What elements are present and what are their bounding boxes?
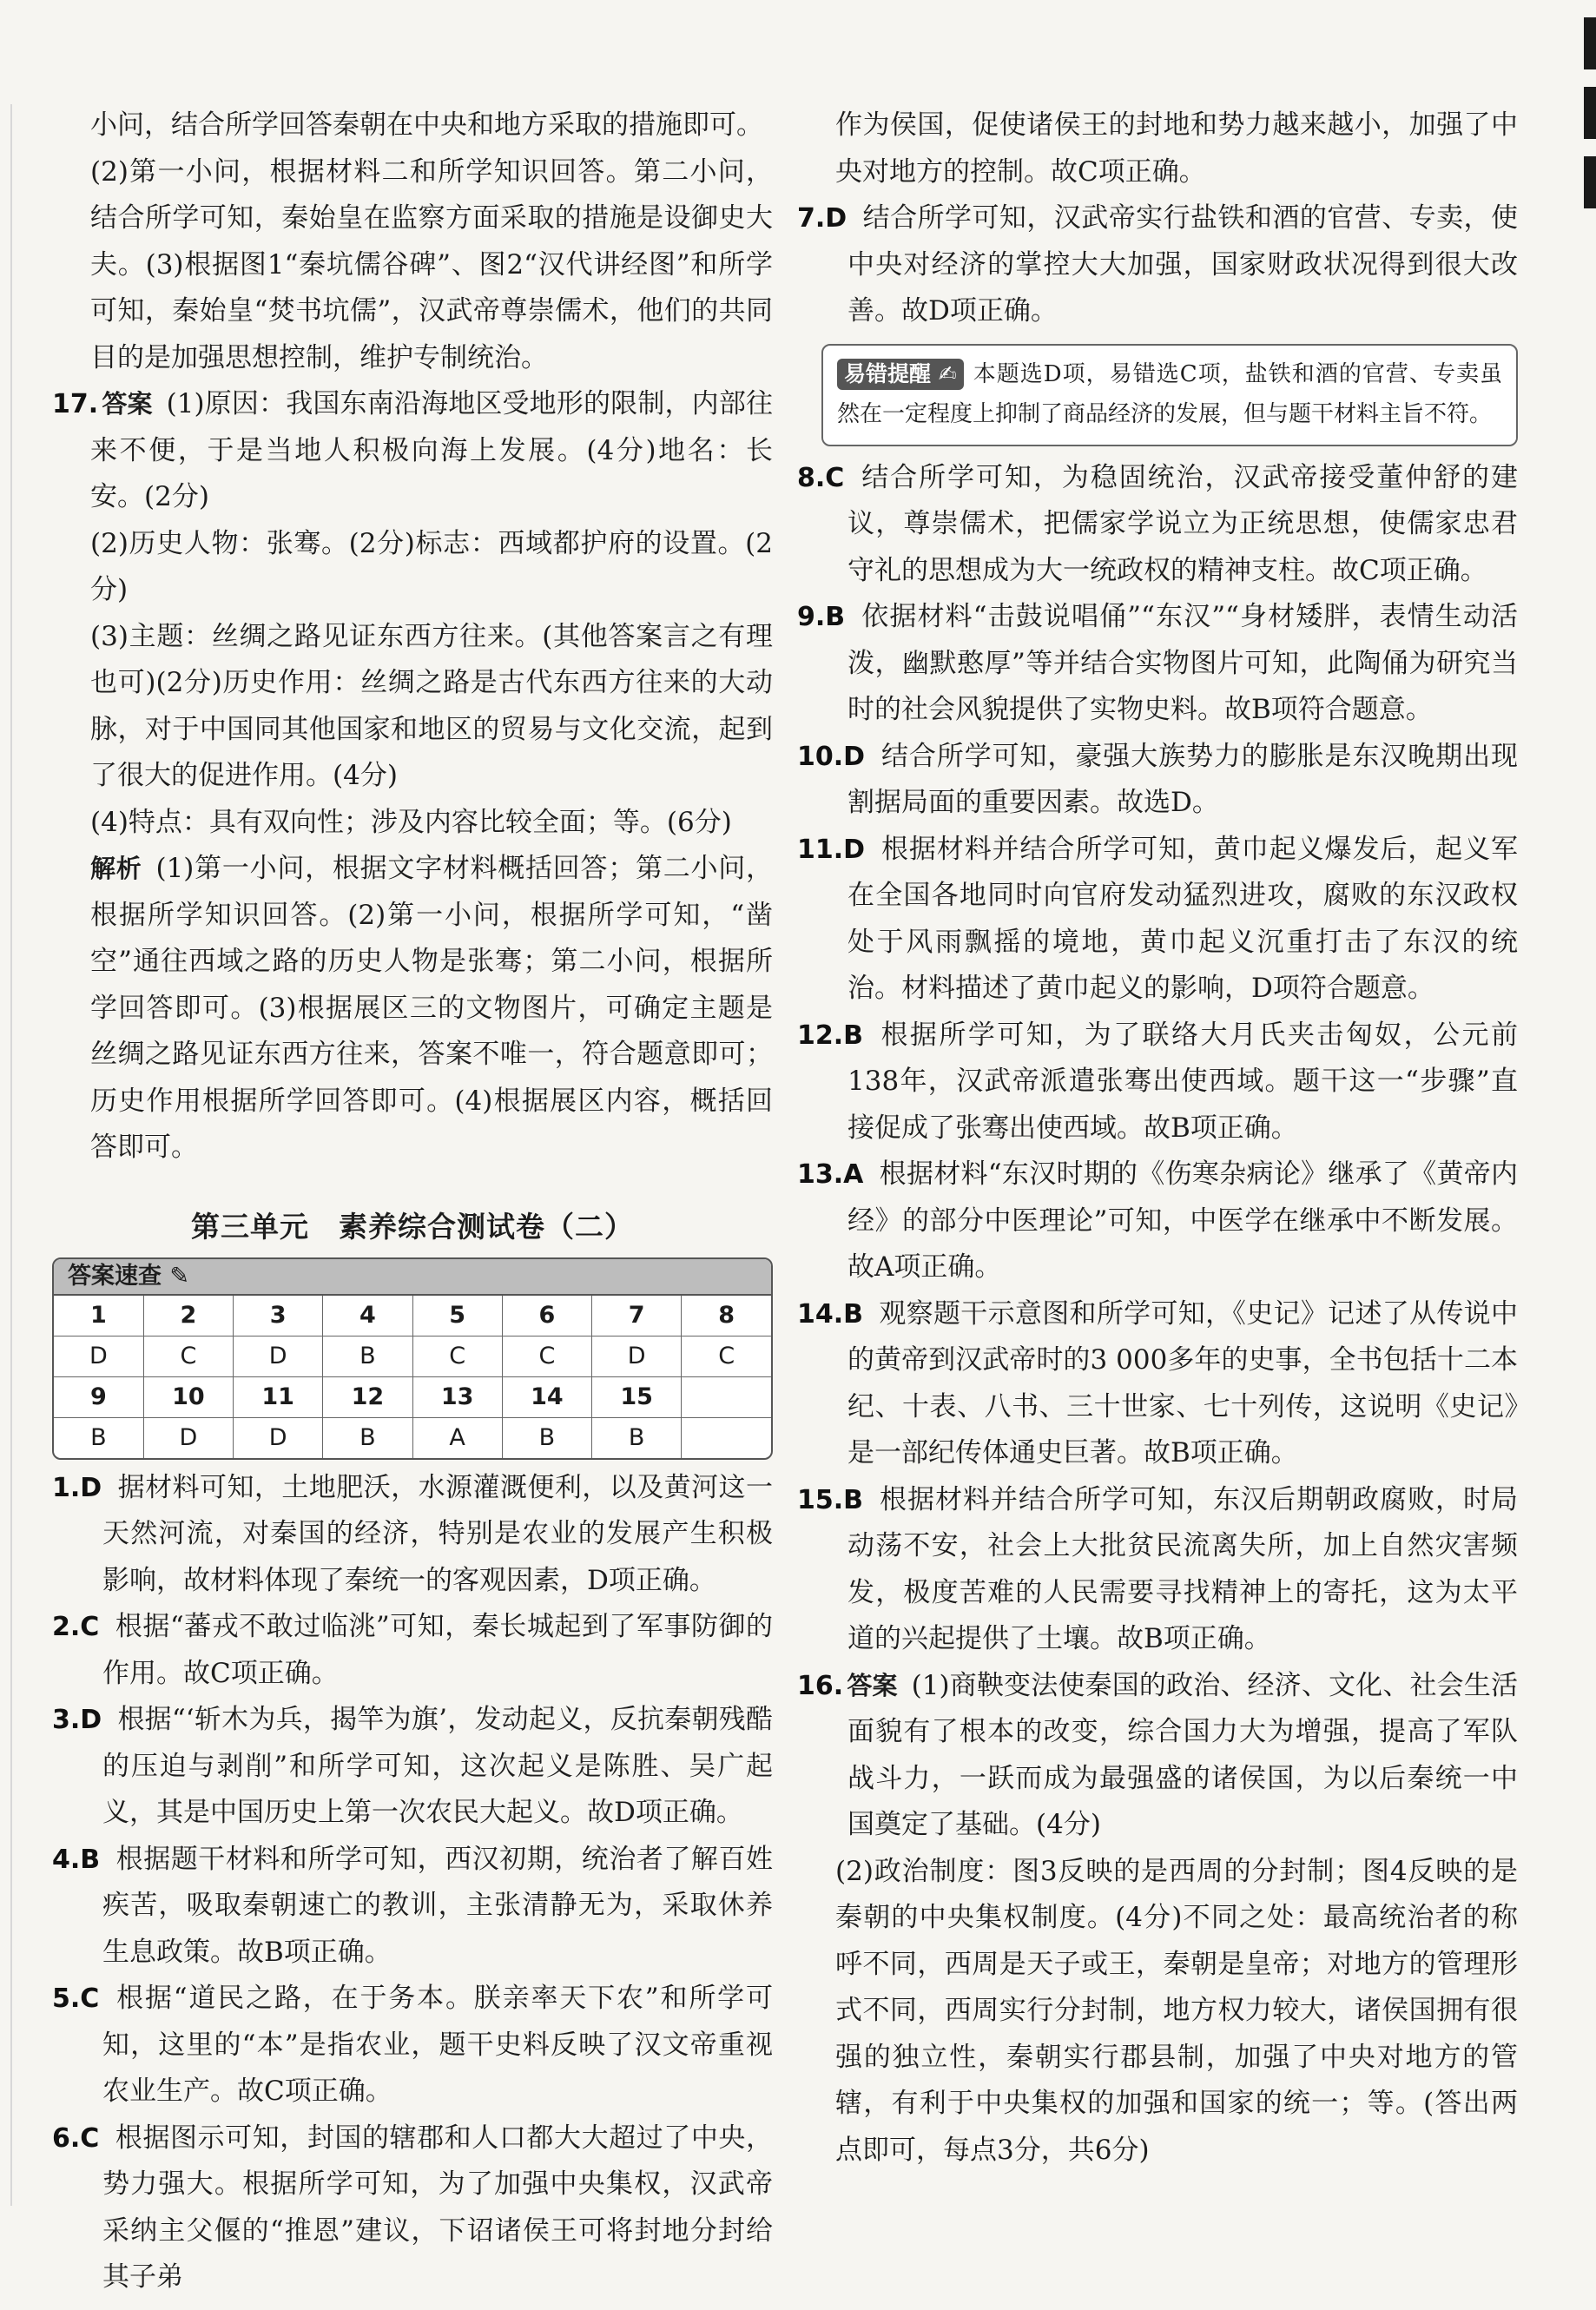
table-cell: 4 (323, 1296, 412, 1336)
table-cell: 7 (592, 1296, 682, 1336)
item-number: 10.D (797, 741, 866, 772)
question-16 (797, 1663, 1518, 2175)
table-cell: A (412, 1417, 502, 1458)
table-cell: 9 (54, 1376, 143, 1417)
table-cell: 12 (323, 1376, 412, 1417)
question-item (797, 734, 1518, 827)
tip-text: 本题选D项，易错选C项，盐铁和酒的官营、专卖虽然在一定程度上抑制了商品经济的发展，但与题干材料主旨不符。 (837, 360, 1502, 427)
q17-p2: (2)历史人物：张骞。(2分)标志：西域都护府的设置。(2分) (90, 527, 773, 605)
q17-analysis-text: (1)第一小问，根据文字材料概括回答；第二小问，根据所学知识回答。(2)第一小问，根据所学可知，“凿空”通往西域之路的历史人物是张骞；第二小问，根据所学回答即可。(3)根据展区三的文物图片，可确定主题是丝绸之路见证东西方往来，答案不唯一，符合题意即可；历史作用根据所学回答即可。(4)根据展区内容，概括回答即可。 (90, 853, 773, 1163)
table-cell: 1 (54, 1296, 143, 1336)
table-cell: C (502, 1336, 591, 1376)
item-text: 根据材料并结合所学可知，东汉后期朝政腐败，时局动荡不安，社会上大批贫民流离失所，加上自然灾害频发，极度苦难的人民需要寻找精神上的寄托，这为太平道的兴起提供了土壤。故B项正确。 (847, 1483, 1518, 1654)
table-cell: B (502, 1417, 591, 1458)
left-items (52, 1465, 773, 2301)
question-item (52, 1837, 773, 1977)
table-cell: C (412, 1336, 502, 1376)
tip-tag-text: 易错提醒 (844, 360, 932, 386)
table-cell: B (323, 1336, 412, 1376)
item-text: 根据“蕃戎不敢过临洮”可知，秦长城起到了军事防御的作用。故C项正确。 (102, 1611, 773, 1689)
question-item (797, 827, 1518, 1013)
question-item (797, 1477, 1518, 1663)
item-text: 结合所学可知，豪强大族势力的膨胀是东汉晚期出现割据局面的重要因素。故选D。 (847, 740, 1518, 818)
item-number: 12.B (797, 1020, 864, 1051)
table-cell: D (143, 1417, 233, 1458)
edge-mark (1584, 17, 1596, 69)
intro-paragraph: (2)第一小问，根据材料二和所学知识回答。第二小问，结合所学可知，秦始皇在监察方面采取的措施是设御史大夫。(3)根据图1“秦坑儒谷碑”、图2“汉代讲经图”和所学可知，秦始皇“焚书坑儒”，汉武帝尊崇儒术，他们的共同目的是加强思想控制，维护专制统治。 (90, 155, 773, 373)
margin-rule (10, 104, 12, 2206)
q16-p2: (2)政治制度：图3反映的是西周的分封制；图4反映的是秦朝的中央集权制度。(4分)不同之处：最高统治者的称呼不同，西周是天子或王，秦朝是皇帝；对地方的管理形式不同，西周实行分封制，地方权力较大，诸侯国拥有很强的独立性，秦朝实行郡县制，加强了中央对地方的管辖，有利于中央集权的加强和国家的统一；等。(答出两点即可，每点3分，共6分) (835, 1855, 1518, 2166)
item-text: 根据“道民之路，在于务本。朕亲率天下农”和所学可知，这里的“本”是指农业，题干史料反映了汉文帝重视农业生产。故C项正确。 (102, 1983, 773, 2107)
table-cell: B (592, 1417, 682, 1458)
question-item (797, 594, 1518, 734)
answer-quick-check-table (52, 1257, 773, 1460)
table-cell: 3 (234, 1296, 323, 1336)
question-item (52, 1976, 773, 2115)
table-cell: 2 (143, 1296, 233, 1336)
right-items (797, 455, 1518, 1663)
table-cell: D (592, 1336, 682, 1376)
continued-text: 作为侯国，促使诸侯王的封地和势力越来越小，加强了中央对地方的控制。故C项正确。 (835, 109, 1518, 188)
answer-table-title-text: 答案速查 (68, 1262, 162, 1290)
q17-analysis (52, 846, 773, 1172)
tip-tag (837, 359, 964, 390)
edge-mark (1584, 156, 1596, 208)
question-item (797, 195, 1518, 335)
table-cell: C (143, 1336, 233, 1376)
q16-answer-label: 答案 (847, 1670, 898, 1700)
item-number: 15.B (797, 1484, 864, 1515)
question-item (52, 1697, 773, 1837)
right-column (797, 102, 1518, 2174)
edge-mark (1584, 87, 1596, 139)
q17-answer (52, 381, 773, 521)
q17-answer-label: 答案 (102, 389, 153, 419)
table-row-answers-1 (54, 1336, 771, 1376)
item-number: 9.B (797, 602, 846, 632)
error-tip-box (821, 344, 1518, 446)
left-column (52, 102, 773, 2301)
table-row-numbers-1 (54, 1296, 771, 1336)
answer-table-title (54, 1259, 771, 1296)
item-number: 13.A (797, 1159, 864, 1190)
item-number: 4.B (52, 1844, 101, 1875)
item-number: 3.D (52, 1705, 102, 1735)
item-text: 根据图示可知，封国的辖郡和人口都大大超过了中央，势力强大。根据所学可知，为了加强中央集权，汉武帝采纳主父偃的“推恩”建议，下诏诸侯王可将封地分封给其子弟 (102, 2122, 773, 2293)
item-text: 根据所学可知，为了联络大月氏夹击匈奴，公元前138年，汉武帝派遣张骞出使西域。题干这一“步骤”直接促成了张骞出使西域。故B项正确。 (847, 1019, 1518, 1144)
q17-analysis-label: 解析 (90, 854, 142, 883)
speech-bubble-icon: ✍ (938, 360, 957, 386)
question-item (797, 1013, 1518, 1152)
item-text: 根据材料并结合所学可知，黄巾起义爆发后，起义军在全国各地同时向官府发动猛烈进攻，腐败的东汉政权处于风雨飘摇的境地，黄巾起义沉重打击了东汉的统治。材料描述了黄巾起义的影响，D项符合题意。 (847, 833, 1518, 1004)
item-number: 1.D (52, 1472, 102, 1503)
q16-answer (797, 1663, 1518, 1849)
pencil-icon: ✎ (169, 1262, 190, 1290)
intro-line: 小问，结合所学回答秦朝在中央和地方采取的措施即可。 (90, 109, 763, 141)
item-number: 11.D (797, 834, 866, 865)
q17-number: 17. (52, 389, 99, 419)
item-number: 14.B (797, 1298, 864, 1330)
table-row-answers-2 (54, 1417, 771, 1458)
table-cell (682, 1417, 771, 1458)
item-number: 7.D (797, 203, 847, 234)
item-text: 根据题干材料和所学可知，西汉初期，统治者了解百姓疾苦，吸取秦朝速亡的教训，主张清静无为，采取休养生息政策。故B项正确。 (102, 1843, 773, 1968)
item-text: 依据材料“击鼓说唱俑”“东汉”“身材矮胖，表情生动活泼，幽默憨厚”等并结合实物图片可知，此陶俑为研究当时的社会风貌提供了实物史料。故B项符合题意。 (847, 601, 1518, 725)
table-cell: D (54, 1336, 143, 1376)
table-cell (682, 1376, 771, 1417)
q17-p4: (4)特点：具有双向性；涉及内容比较全面；等。(6分) (90, 806, 732, 838)
table-cell: 15 (592, 1376, 682, 1417)
table-cell: 6 (502, 1296, 591, 1336)
item-text: 据材料可知，土地肥沃，水源灌溉便利，以及黄河这一天然河流，对秦国的经济，特别是农业的发展产生积极影响，故材料体现了秦统一的客观因素，D项正确。 (102, 1471, 773, 1596)
table-cell: 5 (412, 1296, 502, 1336)
question-item (797, 1152, 1518, 1291)
table-cell: D (234, 1336, 323, 1376)
item-number: 8.C (797, 462, 845, 493)
q16-p1: (1)商鞅变法使秦国的政治、经济、文化、社会生活面貌有了根本的改变，综合国力大为增强，提高了军队战斗力，一跃而成为最强盛的诸侯国，为以后秦统一中国奠定了基础。(4分) (847, 1669, 1518, 1840)
item-text: 结合所学可知，汉武帝实行盐铁和酒的官营、专卖，使中央对经济的掌控大大加强，国家财政状况得到很大改善。故D项正确。 (847, 202, 1518, 327)
q17-p1: (1)原因：我国东南沿海地区受地形的限制，内部往来不便，于是当地人积极向海上发展。(4分)地名：长安。(2分) (90, 388, 773, 512)
table-row-numbers-2 (54, 1376, 771, 1417)
question-17 (52, 381, 773, 1172)
question-item (52, 2115, 773, 2301)
table-cell: 11 (234, 1376, 323, 1417)
table-cell: C (682, 1336, 771, 1376)
answer-grid (54, 1296, 771, 1458)
table-cell: B (54, 1417, 143, 1458)
question-item (797, 455, 1518, 595)
q17-p3: (3)主题：丝绸之路见证东西方往来。(其他答案言之有理也可)(2分)历史作用：丝绸之路是古代东西方往来的大动脉，对于中国同其他国家和地区的贸易与文化交流，起到了很大的促进作用。(4分) (90, 620, 773, 791)
item-number: 6.C (52, 2122, 100, 2154)
item-text: 结合所学可知，为稳固统治，汉武帝接受董仲舒的建议，尊崇儒术，把儒家学说立为正统思想，使儒家忠君守礼的思想成为大一统政权的精神支柱。故C项正确。 (847, 461, 1518, 586)
item-number: 2.C (52, 1612, 100, 1642)
question-item (797, 1291, 1518, 1477)
q16-number: 16. (797, 1670, 844, 1701)
section-title: 第三单元 素养综合测试卷（二） (191, 1209, 634, 1244)
table-cell: D (234, 1417, 323, 1458)
item-text: 观察题干示意图和所学可知，《史记》记述了从传说中的黄帝到汉武帝时的3 000多年的史事，全书包括十二本纪、十表、八书、三十世家、七十列传，这说明《史记》是一部纪传体通史巨著。故B项正确。 (847, 1297, 1518, 1468)
item-text: 根据“‘斩木为兵，揭竿为旗’，发动起义，反抗秦朝残酷的压迫与剥削”和所学可知，这次起义是陈胜、吴广起义，其是中国历史上第一次农民大起义。故D项正确。 (102, 1704, 773, 1828)
item-text: 根据材料“东汉时期的《伤寒杂病论》继承了《黄帝内经》的部分中医理论”可知，中医学在继承中不断发展。故A项正确。 (847, 1158, 1518, 1283)
item-number: 5.C (52, 1983, 100, 2014)
question-item (52, 1604, 773, 1697)
table-cell: 8 (682, 1296, 771, 1336)
table-cell: 14 (502, 1376, 591, 1417)
table-cell: 13 (412, 1376, 502, 1417)
table-cell: 10 (143, 1376, 233, 1417)
table-cell: B (323, 1417, 412, 1458)
question-item (52, 1465, 773, 1605)
